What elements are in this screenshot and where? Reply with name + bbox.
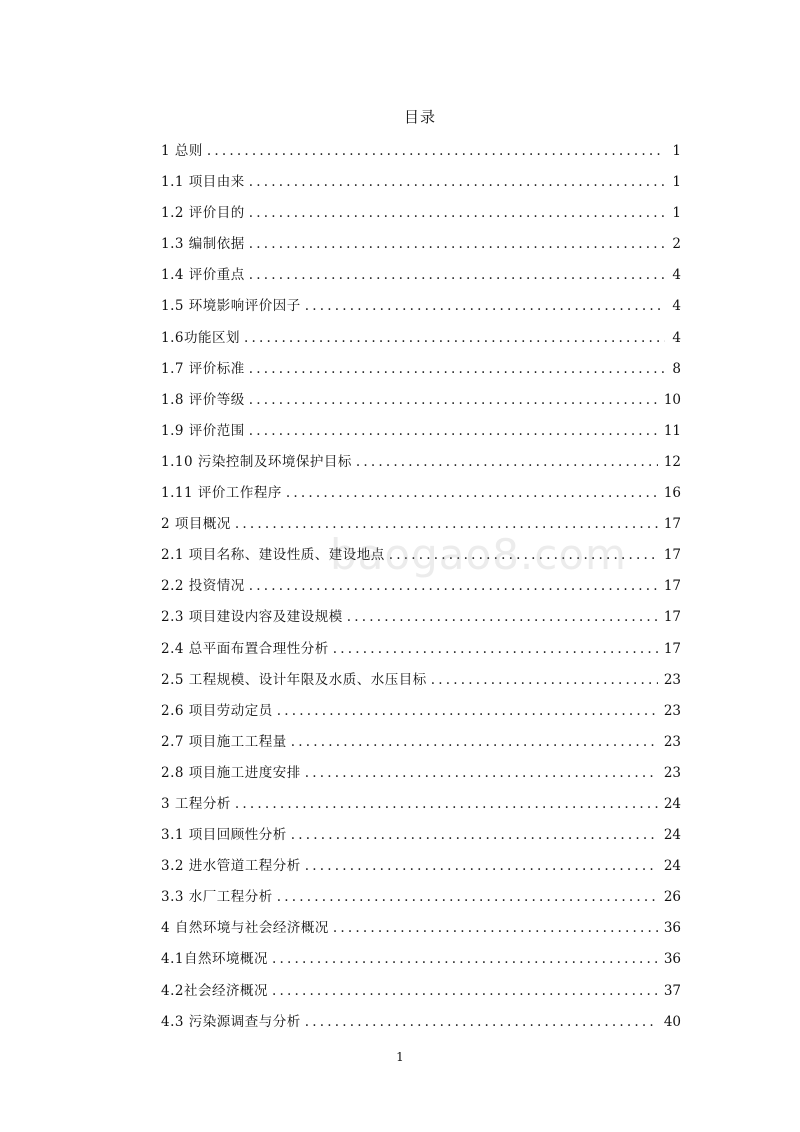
toc-entry-page: 1 bbox=[672, 143, 681, 159]
toc-entry-page: 23 bbox=[663, 733, 681, 750]
toc-leader-dots bbox=[249, 361, 665, 377]
toc-leader-dots bbox=[333, 920, 658, 936]
toc-entry-page: 17 bbox=[663, 547, 681, 564]
toc-leader-dots bbox=[249, 578, 658, 594]
toc-entry-page: 12 bbox=[663, 453, 681, 470]
toc-entry[interactable] bbox=[161, 450, 681, 481]
toc-entry-label: 1.2 评价目的 bbox=[161, 205, 245, 222]
toc-entry-label: 4.3 污染源调查与分析 bbox=[161, 1013, 301, 1030]
toc-entry[interactable] bbox=[161, 916, 681, 947]
toc-leader-dots bbox=[249, 205, 665, 221]
toc-entry[interactable] bbox=[161, 947, 681, 978]
toc-entry-label: 2.7 项目施工工程量 bbox=[161, 733, 287, 750]
toc-entry[interactable] bbox=[161, 699, 681, 730]
toc-entry[interactable] bbox=[161, 263, 681, 294]
page-number: 1 bbox=[396, 1050, 404, 1064]
toc-entry-label: 1.7 评价标准 bbox=[161, 360, 245, 377]
toc-leader-dots bbox=[291, 827, 658, 843]
watermark: baogao8.com bbox=[330, 530, 627, 579]
toc-leader-dots bbox=[431, 672, 658, 688]
toc-entry-label: 1.3 编制依据 bbox=[161, 236, 245, 253]
toc-leader-dots bbox=[277, 703, 658, 719]
toc-leader-dots bbox=[249, 236, 665, 252]
toc-entry-page: 23 bbox=[663, 671, 681, 688]
toc-entry-label: 1.9 评价范围 bbox=[161, 422, 245, 439]
toc-entry[interactable] bbox=[161, 139, 681, 170]
toc-entry[interactable] bbox=[161, 294, 681, 325]
toc-entry-page: 11 bbox=[663, 422, 681, 439]
toc-entry-label: 2.3 项目建设内容及建设规模 bbox=[161, 609, 343, 626]
toc-entry-label: 2.6 项目劳动定员 bbox=[161, 702, 273, 719]
toc-entry-page: 10 bbox=[663, 391, 681, 408]
page-title: 目录 bbox=[403, 108, 436, 126]
toc-entry[interactable] bbox=[161, 885, 681, 916]
toc-entry-label: 2.5 工程规模、设计年限及水质、水压目标 bbox=[161, 671, 427, 688]
toc-entry-page: 17 bbox=[663, 578, 681, 595]
toc-entry[interactable] bbox=[161, 1010, 681, 1041]
toc-leader-dots bbox=[244, 330, 665, 346]
toc-entry-label: 2 项目概况 bbox=[161, 516, 231, 533]
toc-entry[interactable] bbox=[161, 668, 681, 699]
toc-entry-label: 2.1 项目名称、建设性质、建设地点 bbox=[161, 547, 385, 564]
toc-leader-dots bbox=[305, 765, 658, 781]
toc-entry-label: 2.8 项目施工进度安排 bbox=[161, 764, 301, 781]
toc-entry[interactable] bbox=[161, 823, 681, 854]
toc-entry-label: 2.2 投资情况 bbox=[161, 578, 245, 595]
toc-entry-page: 8 bbox=[672, 360, 681, 377]
toc-entry[interactable] bbox=[161, 201, 681, 232]
toc-entry-page: 1 bbox=[672, 174, 681, 191]
toc-entry-page: 23 bbox=[663, 702, 681, 719]
toc-leader-dots bbox=[272, 951, 658, 967]
toc-entry-page: 40 bbox=[663, 1013, 681, 1030]
toc-entry-page: 4 bbox=[672, 267, 681, 284]
toc-entry[interactable] bbox=[161, 605, 681, 636]
toc-entry-label: 3.3 水厂工程分析 bbox=[161, 889, 273, 906]
toc-leader-dots bbox=[305, 1014, 658, 1030]
toc-entry-label: 4.2社会经济概况 bbox=[161, 982, 268, 999]
toc-leader-dots bbox=[207, 143, 665, 159]
toc-entry-page: 24 bbox=[663, 795, 681, 812]
toc-entry-page: 37 bbox=[663, 982, 681, 999]
toc-entry-label: 4 自然环境与社会经济概况 bbox=[161, 920, 329, 937]
toc-entry[interactable] bbox=[161, 170, 681, 201]
toc-entry-label: 1 总则 bbox=[161, 143, 203, 159]
toc-entry-page: 4 bbox=[672, 298, 681, 315]
toc-entry-label: 1.10 污染控制及环境保护目标 bbox=[161, 453, 352, 470]
toc-leader-dots bbox=[291, 734, 658, 750]
toc-leader-dots bbox=[249, 423, 658, 439]
toc-leader-dots bbox=[286, 485, 658, 501]
toc-entry-page: 16 bbox=[663, 485, 681, 502]
toc-leader-dots bbox=[305, 858, 658, 874]
toc-entry-page: 17 bbox=[663, 609, 681, 626]
toc-entry[interactable] bbox=[161, 232, 681, 263]
toc-entry-page: 26 bbox=[663, 889, 681, 906]
toc-entry-label: 3.2 进水管道工程分析 bbox=[161, 858, 301, 875]
toc-entry[interactable] bbox=[161, 326, 681, 357]
toc-entry-page: 4 bbox=[672, 329, 681, 346]
toc-entry-label: 1.5 环境影响评价因子 bbox=[161, 298, 301, 315]
toc-entry[interactable] bbox=[161, 761, 681, 792]
toc-entry-label: 1.11 评价工作程序 bbox=[161, 485, 282, 502]
toc-entry[interactable] bbox=[161, 792, 681, 823]
toc-leader-dots bbox=[249, 267, 665, 283]
toc-leader-dots bbox=[249, 174, 665, 190]
toc-entry-label: 3.1 项目回顾性分析 bbox=[161, 827, 287, 844]
toc-entry-page: 24 bbox=[663, 827, 681, 844]
toc-entry-page: 23 bbox=[663, 764, 681, 781]
toc-entry[interactable] bbox=[161, 854, 681, 885]
toc-entry[interactable] bbox=[161, 730, 681, 761]
toc-leader-dots bbox=[272, 983, 658, 999]
toc-leader-dots bbox=[347, 609, 658, 625]
toc-entry-label: 3 工程分析 bbox=[161, 795, 231, 812]
table-of-contents bbox=[161, 139, 681, 1041]
toc-entry-page: 36 bbox=[663, 920, 681, 937]
toc-entry[interactable] bbox=[161, 357, 681, 388]
toc-leader-dots bbox=[277, 889, 658, 905]
toc-entry-label: 1.8 评价等级 bbox=[161, 391, 245, 408]
toc-entry-page: 36 bbox=[663, 951, 681, 968]
toc-entry-page: 17 bbox=[663, 640, 681, 657]
toc-leader-dots bbox=[249, 392, 658, 408]
toc-entry[interactable] bbox=[161, 979, 681, 1010]
toc-entry-page: 24 bbox=[663, 858, 681, 875]
toc-entry[interactable] bbox=[161, 419, 681, 450]
toc-entry[interactable] bbox=[161, 637, 681, 668]
toc-leader-dots bbox=[356, 454, 658, 470]
toc-entry-label: 1.4 评价重点 bbox=[161, 267, 245, 284]
toc-leader-dots bbox=[305, 298, 665, 314]
toc-entry-page: 1 bbox=[672, 205, 681, 222]
toc-entry-page: 2 bbox=[672, 236, 681, 253]
toc-entry[interactable] bbox=[161, 388, 681, 419]
toc-entry[interactable] bbox=[161, 481, 681, 512]
toc-entry-page: 17 bbox=[663, 516, 681, 533]
toc-entry-label: 4.1自然环境概况 bbox=[161, 951, 268, 968]
toc-leader-dots bbox=[333, 641, 658, 657]
toc-leader-dots bbox=[235, 796, 658, 812]
toc-entry-label: 1.1 项目由来 bbox=[161, 174, 245, 191]
toc-entry-label: 1.6功能区划 bbox=[161, 329, 240, 346]
toc-entry-label: 2.4 总平面布置合理性分析 bbox=[161, 640, 329, 657]
